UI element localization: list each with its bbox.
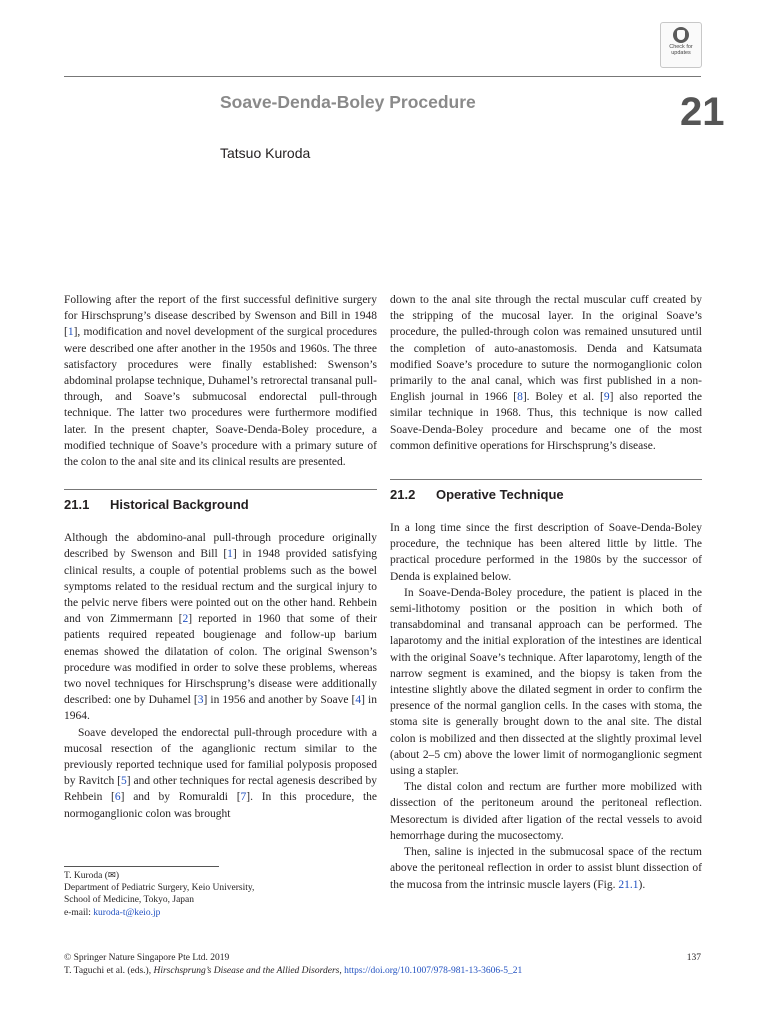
check-for-updates-badge[interactable] bbox=[660, 22, 702, 68]
ref-link[interactable]: 1 bbox=[67, 326, 74, 339]
paragraph: In Soave-Denda-Boley procedure, the patient is placed in the semi-lithotomy position or the position in which both of transabdominal and transanal approach can be performed. The laparotomy and the initial exploration of the intestines are identical with the original Soave’s technique. After laparotomy, length of the narrow segment is examined, and the biopsy is taken from the intestine slightly above the dilated segment in order to confirm the presence of the normal ganglion cells. In the cases with stoma, the stoma site is generally brought down to the anal site. The distal colon is mobilized and then dissected at the slightly proximal level (about 2–5 cm) above the lower limit of normoganglionic segment using a stapler. bbox=[390, 586, 702, 778]
ref-link[interactable]: 7 bbox=[240, 791, 247, 804]
ref-link[interactable]: 6 bbox=[114, 791, 121, 804]
right-column bbox=[390, 292, 702, 893]
page-number: 137 bbox=[686, 953, 701, 963]
doi-link[interactable]: https://doi.org/10.1007/978-981-13-3606-5_21 bbox=[344, 965, 523, 976]
footnote-department: Department of Pediatric Surgery, Keio University, bbox=[64, 883, 255, 894]
section-heading-historical: 21.1 Historical Background bbox=[64, 497, 249, 513]
page-footer bbox=[64, 952, 701, 977]
section-rule bbox=[390, 479, 702, 480]
author-footnote bbox=[64, 870, 254, 919]
badge-text-line2: updates bbox=[671, 50, 691, 56]
copyright: © Springer Nature Singapore Pte Ltd. 2019 bbox=[64, 953, 230, 963]
bookmark-icon bbox=[673, 27, 689, 43]
ref-link[interactable]: 4 bbox=[355, 694, 362, 707]
intro-paragraph: Following after the report of the first successful definitive surgery for Hirschsprung’s disease described by Swenson and Bill in 1948 [1], modification and novel development of the surgical procedures were described one after another in the 1950s and 1960s. The three satisfactory procedures were finally established: Swenson’s abdominal prolapse technique, Duhamel’s retrorectal transanal pull-through, and Soave’s submucosal endorectal pull-through technique. The latter two procedures were furthermore modified later. In the present chapter, Soave-Denda-Boley procedure, a modified technique of Soave’s procedure with a primary suture of the colon to the anal site and its clinical results are presented. bbox=[64, 294, 377, 469]
paragraph: Soave developed the endorectal pull-through procedure with a mucosal resection of the aganglionic rectum similar to the previously reported technique used for familial polyposis proposed by Ravitch [5] and other techniques for rectal agenesis described by Rehbein [6] and by Romuraldi [7]. In this procedure, the normoganglionic colon was brought bbox=[64, 726, 378, 820]
paragraph: Then, saline is injected in the submucosal space of the rectum above the peritoneal reflection in order to assist blunt dissection of the mucosa from the intrinsic muscle layers (Fig. 21.1). bbox=[390, 846, 702, 891]
ref-link[interactable]: 9 bbox=[603, 391, 610, 404]
chapter-number: 21 bbox=[680, 90, 725, 134]
ref-link[interactable]: 2 bbox=[182, 613, 189, 626]
footnote-school: School of Medicine, Tokyo, Japan bbox=[64, 895, 195, 906]
email-link[interactable]: kuroda-t@keio.jp bbox=[93, 907, 161, 918]
chapter-title: Soave-Denda-Boley Procedure bbox=[220, 92, 476, 112]
paragraph: down to the anal site through the rectal muscular cuff created by the stripping of the mucosal layer. In the original Soave’s procedure, the pulled-through colon was remained unsutured until the completion of auto-anastomosis. Denda and Katsumata modified Soave’s procedure to suture the normoganglionic colon primarily to the anal canal, which was first published in a non-English journal in 1966 [8]. Boley et al. [9] also reported the similar technique in 1968. Thus, this technique is now called Soave-Denda-Boley procedure and became one of the most common definitive operations for Hirschsprung’s disease. bbox=[390, 294, 702, 452]
header-rule bbox=[64, 76, 701, 77]
ref-link[interactable]: 5 bbox=[120, 775, 127, 788]
left-column bbox=[64, 292, 377, 822]
book-title: Hirschsprung’s Disease and the Allied Disorders bbox=[153, 965, 340, 976]
footnote-email-line: e-mail: kuroda-t@keio.jp bbox=[64, 907, 161, 918]
paragraph: In a long time since the first description of Soave-Denda-Boley procedure, the technique has been altered little by little. The practical procedure performed in the 1980s by the successor of Denda is explained below. bbox=[390, 522, 702, 583]
ref-link[interactable]: 3 bbox=[197, 694, 204, 707]
ref-link[interactable]: 1 bbox=[227, 548, 233, 561]
figure-link[interactable]: 21.1 bbox=[618, 878, 639, 891]
badge-text-line1: Check for bbox=[669, 44, 693, 50]
citation: T. Taguchi et al. (eds.), Hirschsprung’s Disease and the Allied Disorders, https://doi.org/10.1007/978-981-13-3606-5_21 bbox=[64, 965, 523, 976]
chapter-author: Tatsuo Kuroda bbox=[220, 145, 311, 161]
section-rule bbox=[64, 489, 377, 490]
footnote-author: T. Kuroda (✉) bbox=[64, 871, 120, 881]
footnote-rule bbox=[64, 866, 219, 867]
section-heading-operative: 21.2 Operative Technique bbox=[390, 487, 564, 503]
paragraph: The distal colon and rectum are further more mobilized with dissection of the peritoneum around the peritoneal reflection. Mesorectum is divided after ligation of the rectal vessels to avoid hemorrhage during the mucosectomy. bbox=[390, 781, 702, 842]
paragraph: Although the abdomino-anal pull-through procedure originally described by Swenson and Bill [1] in 1948 provided satisfying clinical results, a couple of potential problems such as the bowel symptoms related to the residual rectum and the surgical injury to the pelvic nerve fibers were pointed out on the other hand. Rehbein and von Zimmermann [2] reported in 1960 that some of their patients required repeated bougienage and follow-up barium enemas showed the dilatation of colon. The original Swenson’s procedure was modified in order to solve these problems, whereas two novel techniques for Hirschsprung’s disease were additionally described: one by Duhamel [3] in 1956 and another by Soave [4] in 1964. bbox=[64, 532, 378, 723]
ref-link[interactable]: 8 bbox=[517, 391, 523, 404]
